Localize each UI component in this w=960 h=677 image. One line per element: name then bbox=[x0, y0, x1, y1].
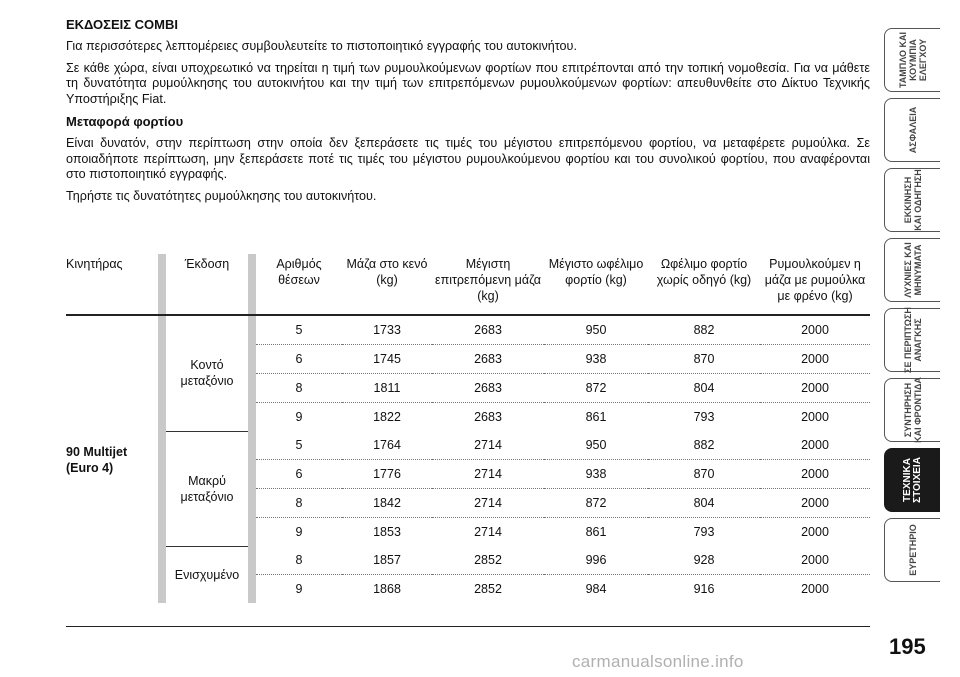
table-row bbox=[66, 431, 870, 460]
table-cell: 1868 bbox=[373, 582, 401, 596]
table-cell: 1745 bbox=[342, 345, 432, 374]
header-version: Έκδοση bbox=[184, 257, 230, 271]
header-payload-no-driver: Ωφέλιμο φορτίο χωρίς οδηγό (kg) bbox=[656, 257, 752, 287]
chapter-tab[interactable] bbox=[884, 448, 940, 512]
table-cell: 9 bbox=[295, 410, 303, 424]
table-cell: 916 bbox=[693, 582, 715, 596]
table-cell: 2683 bbox=[474, 410, 502, 424]
table-cell: 1853 bbox=[373, 525, 401, 539]
table-cell: 2000 bbox=[760, 345, 870, 374]
table-cell: 9 bbox=[295, 525, 303, 539]
weights-table-container bbox=[66, 254, 870, 603]
chapter-tab[interactable] bbox=[884, 518, 940, 582]
table-cell: 2000 bbox=[760, 374, 870, 403]
table-cell: 2714 bbox=[432, 460, 544, 489]
intro-paragraph-1: Για περισσότερες λεπτομέρειες συμβουλευτείτε το πιστοποιητικό εγγραφής του αυτοκινήτου. bbox=[66, 39, 577, 53]
chapter-tab-label: ΕΚΚΙΝΗΣΗ ΚΑΙ ΟΔΗΓΗΣΗ bbox=[902, 169, 923, 231]
section-heading: ΕΚΔΟΣΕΙΣ COMBI bbox=[66, 17, 178, 32]
version-cell: Ενισχυμένο bbox=[174, 567, 240, 582]
table-cell: 984 bbox=[585, 582, 607, 596]
table-cell: 804 bbox=[648, 489, 760, 518]
table-cell: 1842 bbox=[342, 489, 432, 518]
table-cell: 861 bbox=[585, 525, 607, 539]
header-engine: Κινητήρας bbox=[66, 257, 123, 271]
table-cell: 882 bbox=[648, 315, 760, 345]
table-cell: 950 bbox=[544, 431, 648, 460]
chapter-tab-label: ΣΕ ΠΕΡΙΠΤΩΣΗ ΑΝΑΓΚΗΣ bbox=[902, 307, 923, 373]
table-cell: 938 bbox=[544, 460, 648, 489]
version-cell: Μακρύ μεταξόνιο bbox=[166, 431, 248, 546]
table-cell: 8 bbox=[256, 489, 342, 518]
header-kerb-weight: Μάζα στο κενό (kg) bbox=[346, 257, 428, 287]
column-divider bbox=[158, 254, 166, 315]
chapter-tab[interactable] bbox=[884, 308, 940, 372]
header-seats: Αριθμός θέσεων bbox=[276, 257, 322, 287]
version-cell: Κοντό μεταξόνιο bbox=[166, 315, 248, 431]
table-cell: 5 bbox=[256, 431, 342, 460]
chapter-tab-label: ΛΥΧΝΙΕΣ ΚΑΙ ΜΗΝΥΜΑΤΑ bbox=[902, 242, 923, 298]
watermark: carmanualsonline.info bbox=[572, 652, 744, 671]
chapter-tab-label: ΣΥΝΤΗΡΗΣΗ ΚΑΙ ΦΡΟΝΤΙΔΑ bbox=[902, 377, 923, 443]
chapter-tab[interactable] bbox=[884, 378, 940, 442]
intro-paragraph-2: Σε κάθε χώρα, είναι υποχρεωτικό να τηρείται η τιμή των ρυμουλκούμενων φορτίων που επιτρέπονται από την τοπική νομοθεσία. Για να μάθετε τη δυνατότητα ρυμούλκησης του αυτοκινήτου και την τιμή των επιτρεπόμενων ρυμουλκούμενων φορτίων: απευθυνθείτε στο Δίκτυο Τεχνικής Υποστήριξης Fiat. bbox=[66, 60, 870, 106]
table-row bbox=[66, 315, 870, 345]
table-cell: 950 bbox=[544, 315, 648, 345]
table-cell: 861 bbox=[585, 410, 607, 424]
table-cell: 938 bbox=[544, 345, 648, 374]
table-cell: 2000 bbox=[760, 546, 870, 575]
table-row bbox=[66, 546, 870, 575]
table-cell: 996 bbox=[544, 546, 648, 575]
table-cell: 6 bbox=[256, 460, 342, 489]
table-cell: 1811 bbox=[342, 374, 432, 403]
table-cell: 2000 bbox=[760, 431, 870, 460]
engine-cell: 90 Multijet (Euro 4) bbox=[66, 444, 128, 475]
header-max-mass: Μέγιστη επιτρεπόμενη μάζα (kg) bbox=[435, 257, 541, 303]
column-divider bbox=[158, 315, 166, 603]
table-body bbox=[66, 315, 870, 603]
table-cell: 804 bbox=[648, 374, 760, 403]
page-number: 195 bbox=[889, 634, 926, 659]
table-cell: 6 bbox=[256, 345, 342, 374]
table-cell: 2714 bbox=[432, 431, 544, 460]
table-cell: 928 bbox=[648, 546, 760, 575]
table-cell: 872 bbox=[544, 489, 648, 518]
chapter-tab-label: ΕΥΡΕΤΗΡΙΟ bbox=[907, 524, 918, 576]
intro-paragraph-4: Τηρήστε τις δυνατότητες ρυμούλκησης του αυτοκινήτου. bbox=[66, 188, 377, 203]
column-divider bbox=[248, 546, 256, 603]
table-cell: 1776 bbox=[342, 460, 432, 489]
table-cell: 793 bbox=[693, 525, 715, 539]
table-header-row bbox=[66, 254, 870, 315]
table-cell: 2852 bbox=[432, 546, 544, 575]
weights-table bbox=[66, 254, 870, 603]
table-cell: 2000 bbox=[801, 582, 829, 596]
table-cell: 2000 bbox=[760, 489, 870, 518]
intro-paragraph-3: Είναι δυνατόν, στην περίπτωση στην οποία δεν ξεπεράσετε τις τιμές του μέγιστου επιτρεπόμενου φορτίου, να μεταφέρετε ρυμούλκα. Σε οποιαδήποτε περίπτωση, μην ξεπεράσετε ποτέ τις τιμές του μέγιστου ρυμουλκούμενου φορτίου και του συνολικού φορτίου, που αναφέρονται στο πιστοποιητικό εγγραφής. bbox=[66, 136, 870, 181]
chapter-tab-label: ΤΑΜΠΛΟ ΚΑΙ ΚΟΥΜΠΙΑ ΕΛΕΓΧΟΥ bbox=[897, 31, 928, 89]
main-text bbox=[66, 16, 870, 210]
table-cell: 872 bbox=[544, 374, 648, 403]
table-cell: 8 bbox=[256, 546, 342, 575]
table-cell: 2000 bbox=[801, 525, 829, 539]
column-divider bbox=[248, 254, 256, 315]
table-cell: 2000 bbox=[760, 315, 870, 345]
column-divider bbox=[248, 315, 256, 431]
table-cell: 9 bbox=[295, 582, 303, 596]
chapter-index-tabs bbox=[884, 28, 940, 588]
table-cell: 870 bbox=[648, 460, 760, 489]
table-cell: 2852 bbox=[474, 582, 502, 596]
table-cell: 793 bbox=[693, 410, 715, 424]
table-cell: 5 bbox=[256, 315, 342, 345]
table-cell: 8 bbox=[256, 374, 342, 403]
chapter-tab[interactable] bbox=[884, 168, 940, 232]
table-cell: 2000 bbox=[760, 460, 870, 489]
chapter-tab[interactable] bbox=[884, 28, 940, 92]
header-towing-braked: Ρυμουλκούμεν η μάζα με ρυμούλκα με φρένο (kg) bbox=[764, 257, 866, 303]
table-cell: 2683 bbox=[432, 374, 544, 403]
table-cell: 2714 bbox=[474, 525, 502, 539]
table-cell: 1822 bbox=[373, 410, 401, 424]
table-cell: 2714 bbox=[432, 489, 544, 518]
table-cell: 2000 bbox=[801, 410, 829, 424]
table-cell: 1733 bbox=[342, 315, 432, 345]
chapter-tab[interactable] bbox=[884, 238, 940, 302]
chapter-tab-label: ΤΕΧΝΙΚΑ ΣΤΟΙΧΕΙΑ bbox=[901, 457, 923, 503]
header-max-load: Μέγιστο ωφέλιμο φορτίο (kg) bbox=[548, 257, 644, 287]
chapter-tab[interactable] bbox=[884, 98, 940, 162]
table-cell: 1764 bbox=[342, 431, 432, 460]
table-cell: 2683 bbox=[432, 345, 544, 374]
table-cell: 1857 bbox=[342, 546, 432, 575]
table-cell: 870 bbox=[648, 345, 760, 374]
subsection-heading: Μεταφορά φορτίου bbox=[66, 114, 184, 129]
table-cell: 2683 bbox=[432, 315, 544, 345]
column-divider bbox=[248, 431, 256, 546]
table-bottom-rule bbox=[66, 626, 870, 627]
chapter-tab-label: ΑΣΦΑΛΕΙΑ bbox=[907, 106, 918, 154]
table-cell: 882 bbox=[648, 431, 760, 460]
